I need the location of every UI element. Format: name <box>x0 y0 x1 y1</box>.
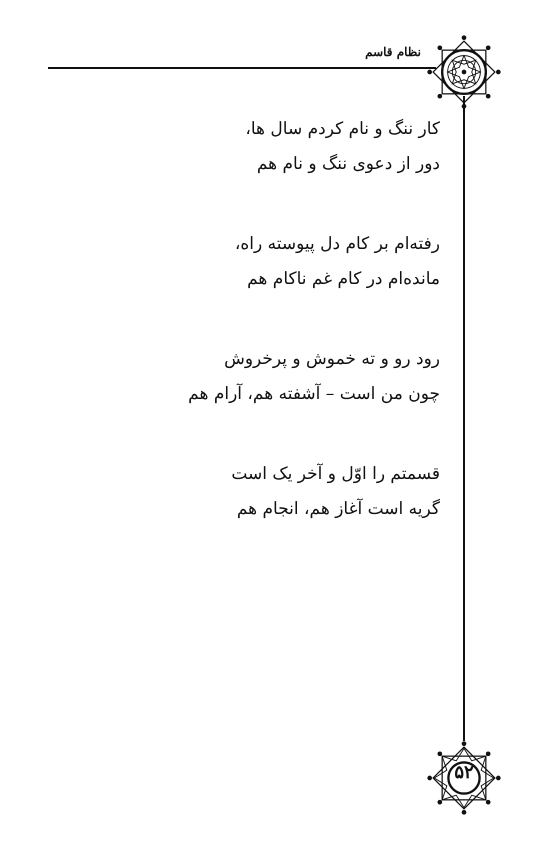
verse-line: رفته‌ام بر کام دل پیوسته راه، <box>234 234 440 254</box>
verse-line: قسمتم را اوّل و آخر یک است <box>231 464 440 484</box>
verse-line: دور از دعوی ننگ و نام هم <box>256 154 440 174</box>
vertical-margin-rule <box>463 96 465 741</box>
header-rule <box>48 67 436 69</box>
verse-line: رود رو و ته خموش و پرخروش <box>224 349 440 369</box>
poem-stanza <box>140 227 440 297</box>
poem-body <box>140 112 440 572</box>
running-header-title: نظام قاسم <box>365 45 421 59</box>
verse-line: چون من است – آشفته هم، آرام هم <box>188 384 440 404</box>
verse-line: کار ننگ و نام کردم سال ها، <box>245 119 440 139</box>
poem-stanza <box>140 457 440 527</box>
page-number: ۵۲ <box>454 762 474 783</box>
poem-stanza <box>140 112 440 182</box>
verse-line: مانده‌ام در کام غم ناکام هم <box>247 269 440 289</box>
poem-stanza <box>140 342 440 412</box>
verse-line: گریه است آغاز هم، انجام هم <box>236 499 440 519</box>
top-ornament-icon <box>425 33 503 111</box>
